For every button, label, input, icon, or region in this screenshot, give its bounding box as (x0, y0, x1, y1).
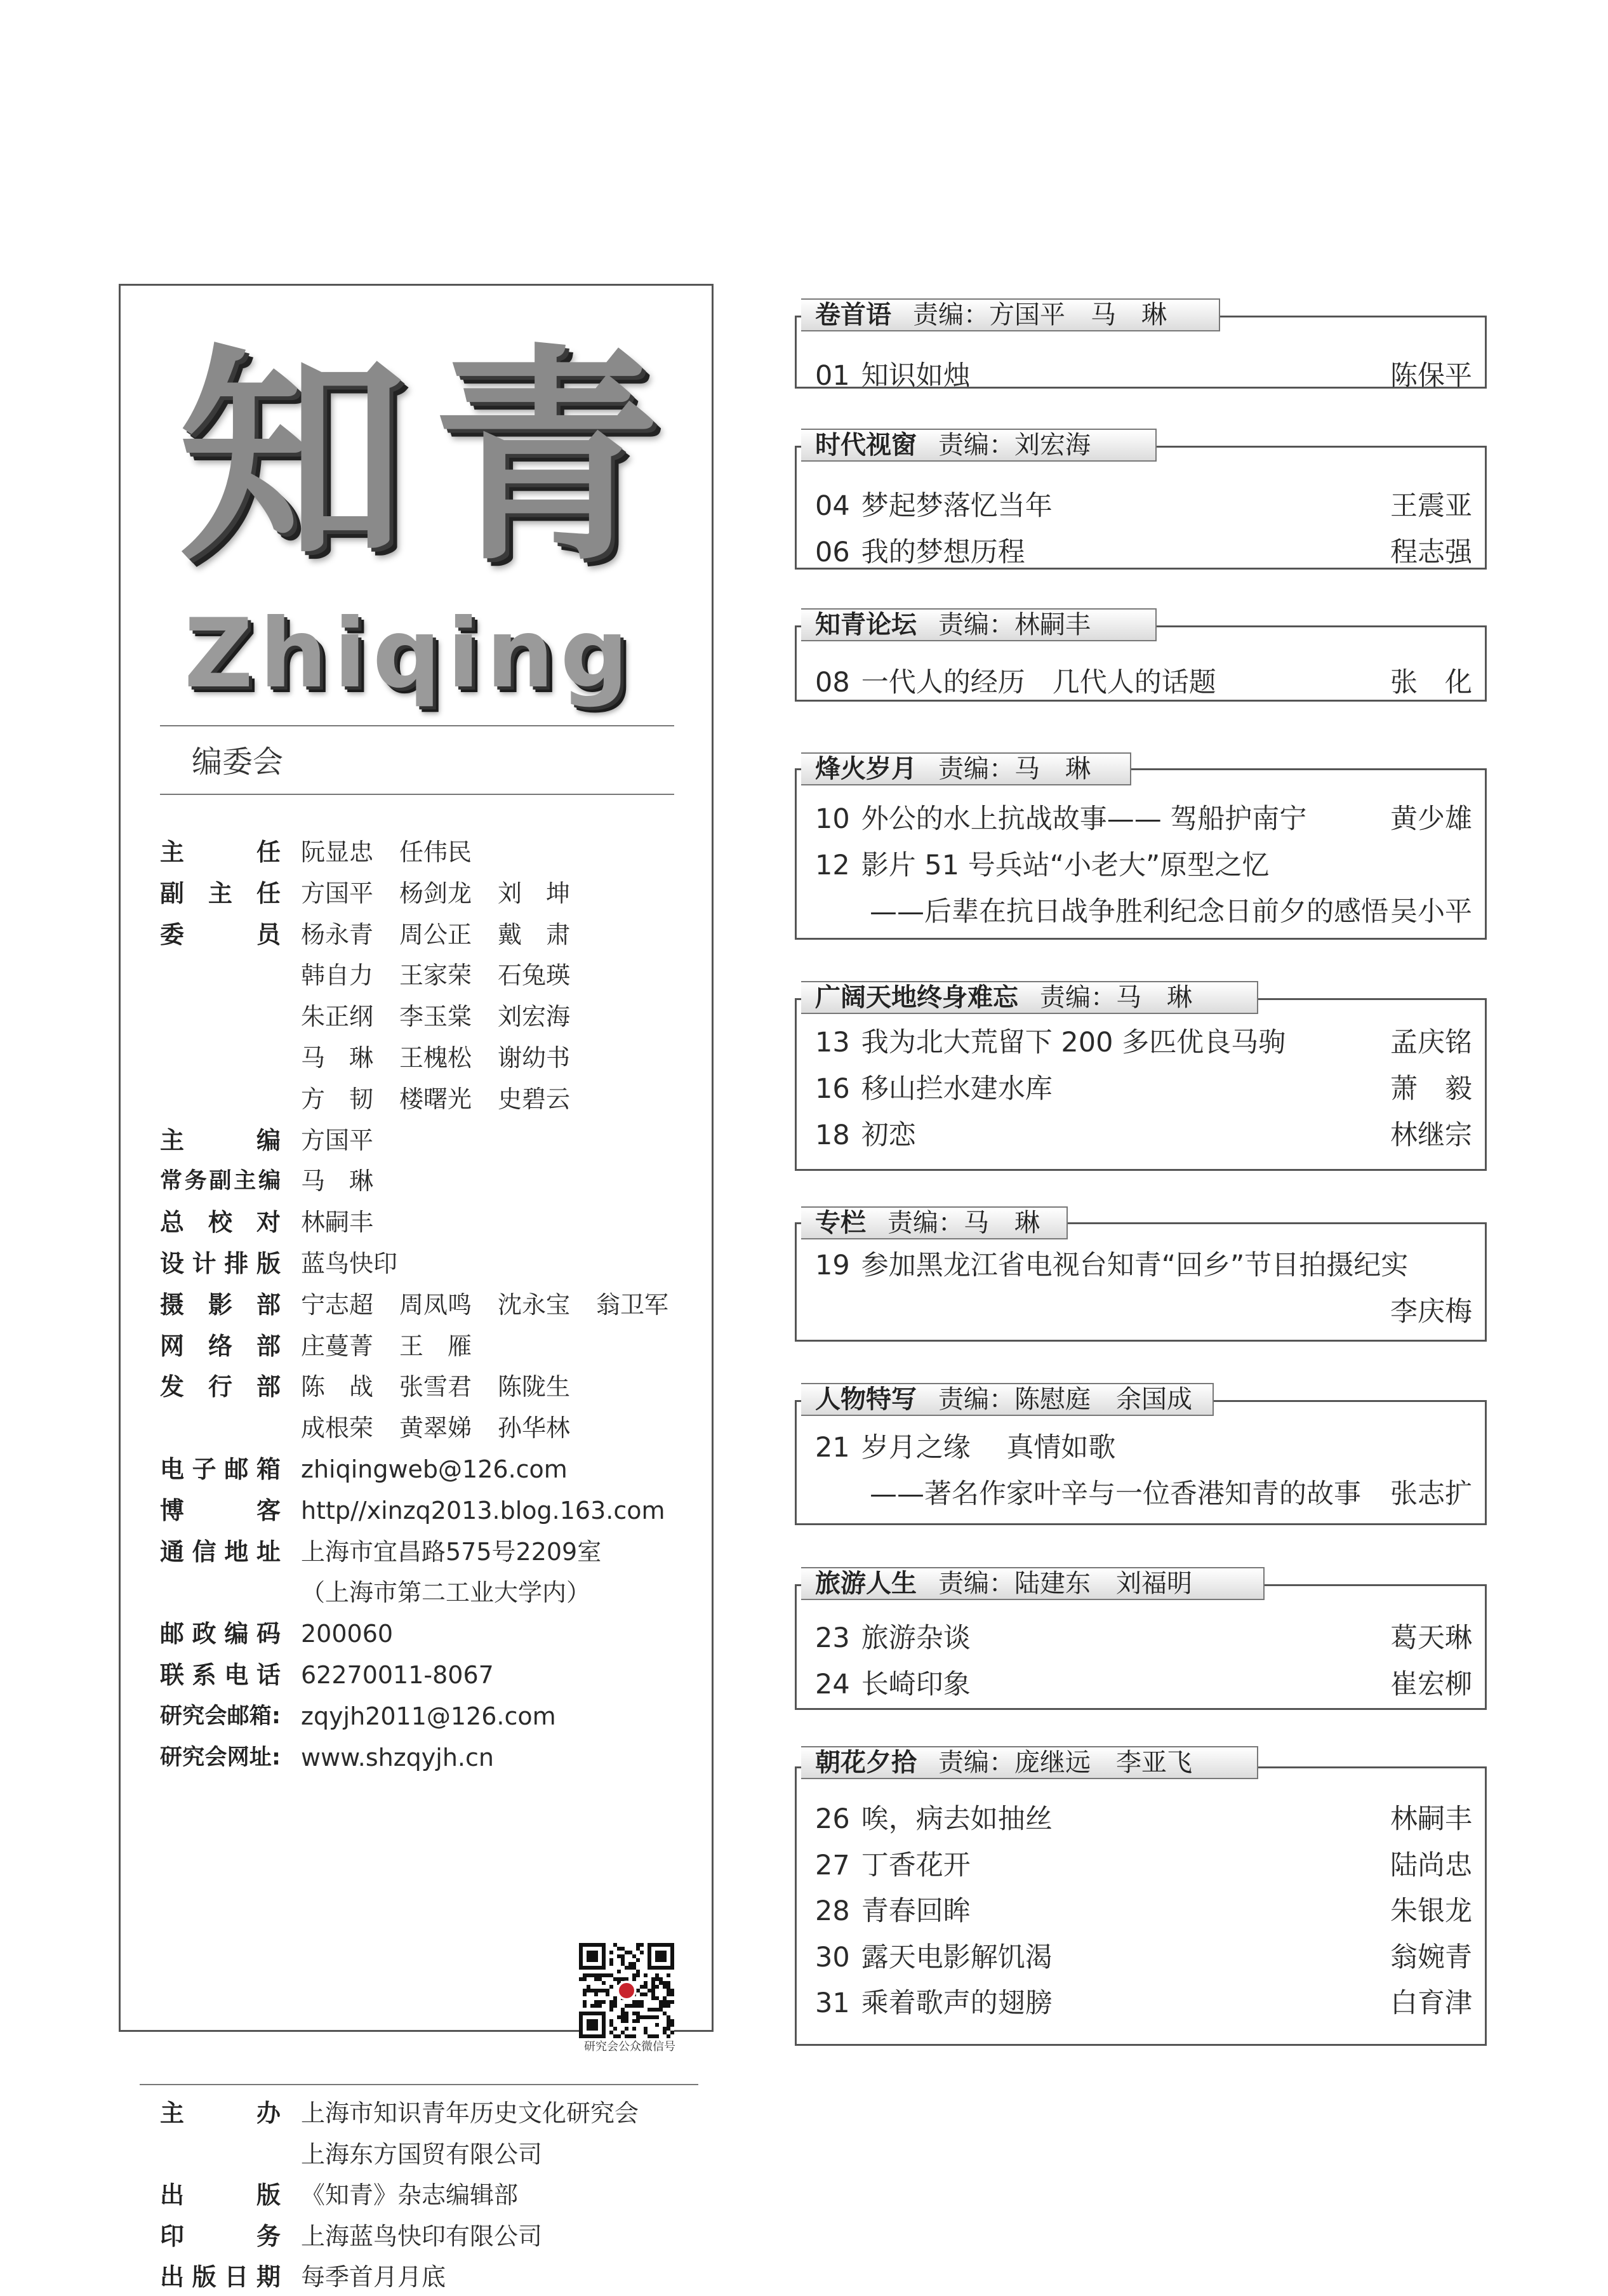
page-number: 16 (815, 1073, 850, 1105)
staff-value (301, 1739, 494, 1777)
section-title: 知青论坛 (815, 610, 917, 639)
article-title-text: 知识如烛 (861, 360, 971, 392)
article-title-text: 丁香花开 (861, 1849, 971, 1881)
staff-label: 研究会网址: (160, 1744, 281, 1770)
staff-label: 副主任 (160, 879, 281, 907)
section-editors: 责编：陈慰庭 余国成 (938, 1385, 1192, 1414)
staff-label: 电子邮箱 (160, 1455, 281, 1483)
article-title-text: 移山拦水建水库 (861, 1073, 1053, 1105)
staff-value (301, 1039, 596, 1077)
staff-label: 网络部 (160, 1332, 281, 1360)
staff-name: 方国平 (301, 879, 374, 907)
article-author: 萧 毅 (1390, 1073, 1472, 1105)
article-author: 林继宗 (1390, 1119, 1472, 1151)
article-author: 崔宏柳 (1390, 1669, 1472, 1700)
staff-value (301, 1368, 596, 1406)
staff-row (160, 1080, 706, 1118)
staff-row (160, 1573, 706, 1612)
article-author: 程志强 (1390, 537, 1472, 568)
staff-name: 谢幼书 (498, 1044, 571, 1072)
staff-name: 石兔瑛 (498, 961, 571, 990)
section-header (801, 608, 1157, 641)
staff-label: 主任 (160, 838, 281, 866)
article-title (815, 1662, 971, 1707)
section-title: 人物特写 (815, 1385, 917, 1414)
staff-value (301, 1286, 694, 1324)
staff-value (301, 1203, 373, 1241)
article-author: 王震亚 (1390, 490, 1472, 522)
staff-label: 联系电话 (160, 1661, 281, 1689)
staff-name: 张雪君 (399, 1373, 472, 1401)
publisher-label: 印务 (160, 2222, 281, 2250)
staff-name: 王 雁 (399, 1332, 472, 1360)
staff-name: 孙华林 (498, 1414, 571, 1443)
article-entry[interactable] (815, 1290, 1472, 1334)
article-title (815, 354, 971, 398)
article-entry[interactable] (815, 1243, 1472, 1288)
staff-name: 杨剑龙 (399, 879, 472, 907)
staff-row (160, 956, 706, 994)
staff-row (160, 998, 706, 1036)
article-entry[interactable] (815, 1113, 1472, 1158)
staff-name: 楼曙光 (399, 1085, 472, 1113)
publisher-name: 《知青》杂志编辑部 (301, 2181, 519, 2209)
staff-label (160, 998, 281, 1036)
page-number: 23 (815, 1622, 850, 1654)
article-author: 李庆梅 (1390, 1296, 1472, 1328)
staff-row (160, 1450, 706, 1488)
article-author: 陆尚忠 (1390, 1849, 1472, 1881)
article-title-text: 我为北大荒留下 200 多匹优良马驹 (861, 1027, 1286, 1058)
staff-row (160, 1039, 706, 1077)
article-title (815, 1067, 1053, 1111)
article-title (815, 1020, 1286, 1065)
publisher-value (301, 2094, 639, 2132)
article-author: 朱银龙 (1390, 1895, 1472, 1927)
staff-name: 马 琳 (301, 1044, 374, 1072)
publisher-label: 出版日期 (160, 2263, 281, 2291)
staff-row (160, 1368, 706, 1406)
staff-label (160, 1039, 281, 1077)
staff-name: 李玉棠 (399, 1003, 472, 1031)
qr-code-icon (579, 1943, 674, 2038)
staff-name: 200060 (301, 1620, 394, 1648)
staff-row (160, 1162, 706, 1200)
staff-name: 成根荣 (301, 1414, 374, 1443)
section-header (801, 752, 1131, 785)
article-entry[interactable] (815, 1472, 1472, 1516)
staff-row (160, 833, 706, 871)
staff-value (301, 1245, 397, 1283)
staff-row (160, 1203, 706, 1241)
staff-name: 王家荣 (399, 961, 472, 990)
section-header (801, 298, 1220, 331)
publisher-label: 出版 (160, 2181, 281, 2209)
publisher-row (160, 2217, 706, 2255)
staff-label: 摄影部 (160, 1290, 281, 1319)
qr-caption: 研究会公众微信号 (584, 2040, 675, 2053)
article-entry[interactable] (815, 1935, 1472, 1980)
staff-value (301, 1409, 596, 1447)
editorial-board-title: 编委会 (192, 744, 284, 780)
article-author: 黄少雄 (1390, 803, 1472, 835)
staff-label: 设计排版 (160, 1250, 281, 1278)
article-entry[interactable] (815, 1662, 1472, 1707)
article-title (815, 1425, 1115, 1470)
staff-value (301, 833, 498, 871)
section-editors: 责编：林嗣丰 (938, 610, 1091, 639)
article-author: 葛天琳 (1390, 1622, 1472, 1654)
section-title: 广阔天地终身难忘 (815, 983, 1018, 1012)
publisher-value (301, 2217, 542, 2255)
article-title-text: 旅游杂谈 (861, 1622, 971, 1654)
article-author: 孟庆铭 (1390, 1027, 1472, 1058)
staff-name: 黄翠娣 (399, 1414, 472, 1443)
article-title (815, 1472, 1361, 1516)
staff-label: 发行部 (160, 1373, 281, 1401)
page-number: 31 (815, 1987, 850, 2019)
section-title: 朝花夕拾 (815, 1748, 917, 1777)
staff-row (160, 1286, 706, 1324)
article-author: 翁婉青 (1390, 1941, 1472, 1973)
article-entry[interactable] (815, 484, 1472, 528)
section-title: 烽火岁月 (815, 754, 917, 784)
section-editors: 责编：庞继远 李亚飞 (938, 1748, 1192, 1777)
staff-row (160, 1121, 706, 1159)
section-editors: 责编：陆建东 刘福明 (938, 1569, 1192, 1598)
section-header (801, 1206, 1068, 1239)
article-title-text: 青春回眸 (861, 1895, 971, 1927)
staff-label (160, 1080, 281, 1118)
publisher-label: 主办 (160, 2099, 281, 2127)
publisher-value (301, 2176, 518, 2214)
article-title-text: 外公的水上抗战故事—— 驾船护南宁 (861, 803, 1307, 835)
page-number: 19 (815, 1250, 850, 1281)
staff-name: 朱正纲 (301, 1003, 374, 1031)
article-entry[interactable] (815, 843, 1472, 888)
section-title: 旅游人生 (815, 1569, 917, 1598)
article-title-text: 露天电影解饥渴 (861, 1941, 1053, 1973)
article-author: 张 化 (1390, 667, 1472, 698)
article-entry[interactable] (815, 1020, 1472, 1065)
article-entry[interactable] (815, 797, 1472, 841)
staff-name[interactable]: zqyjh2011@126.com (301, 1702, 556, 1730)
page-number: 10 (815, 803, 850, 835)
section-header (801, 429, 1157, 462)
staff-name: 任伟民 (399, 838, 472, 866)
publisher-label (160, 2135, 281, 2173)
article-title-text: 岁月之缘 真情如歌 (861, 1432, 1116, 1464)
section-editors: 责编：马 琳 (1040, 983, 1192, 1012)
page-number: 30 (815, 1941, 850, 1973)
staff-value (301, 1697, 556, 1735)
staff-value (301, 1533, 601, 1571)
publisher-name: 上海市知识青年历史文化研究会 (301, 2099, 639, 2127)
staff-name: 周公正 (399, 920, 472, 949)
article-title-text: 参加黑龙江省电视台知青“回乡”节目拍摄纪实 (861, 1250, 1409, 1281)
staff-label (160, 1573, 281, 1612)
staff-row (160, 916, 706, 954)
publisher-value (301, 2258, 446, 2296)
page-number: 08 (815, 667, 850, 698)
article-author: 吴小平 (1390, 896, 1472, 928)
staff-name: 宁志超 (301, 1290, 374, 1319)
article-entry[interactable] (815, 1843, 1472, 1888)
staff-row (160, 1697, 706, 1735)
page-number: 04 (815, 490, 850, 522)
page-number: 12 (815, 850, 850, 881)
staff-value (301, 1450, 568, 1488)
article-entry[interactable] (815, 890, 1472, 934)
staff-label: 总校对 (160, 1208, 281, 1237)
divider (160, 794, 674, 795)
staff-name: 方国平 (301, 1126, 374, 1154)
staff-name: 史碧云 (498, 1085, 571, 1113)
article-title (815, 484, 1053, 528)
section-title: 时代视窗 (815, 431, 917, 460)
staff-value (301, 1121, 373, 1159)
section-title: 卷首语 (815, 300, 891, 330)
staff-name[interactable]: http//xinzq2013.blog.163.com (301, 1496, 665, 1525)
staff-row (160, 1533, 706, 1571)
staff-name: 上海市宜昌路575号2209室 (301, 1537, 602, 1566)
staff-label: 常务副主编 (160, 1168, 281, 1194)
staff-name[interactable]: zhiqingweb@126.com (301, 1455, 568, 1483)
section-title: 专栏 (815, 1208, 866, 1238)
page-number: 01 (815, 360, 850, 392)
staff-value (301, 916, 596, 954)
article-entry[interactable] (815, 354, 1472, 398)
section-editors: 责编：马 琳 (887, 1208, 1040, 1238)
divider (140, 2084, 698, 2085)
article-title-text: 唉，病去如抽丝 (861, 1803, 1053, 1835)
page-number: 27 (815, 1849, 850, 1881)
page-number: 26 (815, 1803, 850, 1835)
article-title-text: 梦起梦落忆当年 (861, 490, 1053, 522)
article-title (815, 890, 1388, 934)
staff-value (301, 1327, 498, 1365)
staff-label: 邮政编码 (160, 1620, 281, 1648)
article-title (815, 1797, 1053, 1841)
staff-name: 陈陇生 (498, 1373, 571, 1401)
staff-row (160, 1327, 706, 1365)
section-header (801, 981, 1258, 1014)
article-entry[interactable] (815, 1616, 1472, 1660)
publisher-value (301, 2135, 542, 2173)
publisher-row (160, 2176, 706, 2214)
staff-label: 研究会邮箱: (160, 1703, 281, 1729)
article-title-text: 我的梦想历程 (861, 537, 1025, 568)
staff-value (301, 1573, 590, 1612)
staff-row (160, 1656, 706, 1694)
staff-name: 王槐松 (399, 1044, 472, 1072)
staff-name: 沈永宝 (498, 1290, 571, 1319)
staff-value (301, 874, 596, 912)
article-entry[interactable] (815, 1889, 1472, 1933)
article-title-text: 初恋 (861, 1119, 916, 1151)
staff-row (160, 874, 706, 912)
page-number: 06 (815, 537, 850, 568)
article-author: 白育津 (1390, 1987, 1472, 2019)
staff-value (301, 998, 596, 1036)
section-editors: 责编：刘宏海 (938, 431, 1091, 460)
staff-name: 林嗣丰 (301, 1208, 374, 1237)
article-title (815, 530, 1025, 575)
article-entry[interactable] (815, 1797, 1472, 1841)
article-title (815, 660, 1216, 705)
staff-value (301, 1492, 665, 1530)
staff-name[interactable]: www.shzqyjh.cn (301, 1743, 494, 1772)
staff-name: 62270011-8067 (301, 1661, 494, 1689)
article-author: 陈保平 (1390, 360, 1472, 392)
article-entry[interactable] (815, 1425, 1472, 1470)
staff-name: 翁卫军 (596, 1290, 669, 1319)
article-entry[interactable] (815, 530, 1472, 575)
publisher-name: 上海东方国贸有限公司 (301, 2140, 543, 2168)
article-title-text: 长崎印象 (861, 1669, 971, 1700)
article-title-text: 一代人的经历 几代人的话题 (861, 667, 1216, 698)
page-number: 21 (815, 1432, 850, 1464)
article-title (815, 1935, 1053, 1980)
article-title (815, 1616, 971, 1660)
publisher-row (160, 2135, 706, 2173)
article-title (815, 1889, 971, 1933)
staff-value (301, 1656, 494, 1694)
article-title (815, 843, 1269, 888)
staff-label (160, 1409, 281, 1447)
staff-name: （上海市第二工业大学内） (301, 1578, 591, 1607)
staff-label: 博客 (160, 1496, 281, 1525)
article-entry[interactable] (815, 1981, 1472, 2026)
staff-name: 马 琳 (301, 1167, 374, 1196)
section-header (801, 1383, 1214, 1416)
article-author: 林嗣丰 (1390, 1803, 1472, 1835)
staff-label: 主编 (160, 1126, 281, 1154)
staff-name: 韩自力 (301, 961, 374, 990)
staff-name: 戴 肃 (498, 920, 571, 949)
article-entry[interactable] (815, 1067, 1472, 1111)
article-entry[interactable] (815, 660, 1472, 705)
page-number: 13 (815, 1027, 850, 1058)
staff-name: 陈 战 (301, 1373, 374, 1401)
article-title-text: ——后辈在抗日战争胜利纪念日前夕的感悟 (815, 896, 1388, 928)
article-title (815, 1981, 1053, 2026)
magazine-logo-english: Zhiqing (184, 599, 635, 709)
staff-label: 通信地址 (160, 1537, 281, 1566)
article-title (815, 1243, 1408, 1288)
article-author: 张志扩 (1390, 1478, 1472, 1510)
staff-label: 委员 (160, 920, 281, 949)
page-number: 28 (815, 1895, 850, 1927)
staff-row (160, 1739, 706, 1777)
staff-value (301, 1615, 393, 1653)
article-title (815, 1843, 971, 1888)
article-title (815, 1113, 916, 1158)
staff-name: 刘宏海 (498, 1003, 571, 1031)
page-number: 18 (815, 1119, 850, 1151)
publisher-name: 每季首月月底 (301, 2263, 446, 2291)
magazine-logo-chinese: 知青 (178, 323, 686, 591)
staff-name: 周凤鸣 (399, 1290, 472, 1319)
staff-value (301, 1080, 596, 1118)
article-title-text: 乘着歌声的翅膀 (861, 1987, 1053, 2019)
staff-name: 阮显忠 (301, 838, 374, 866)
publisher-row (160, 2258, 706, 2296)
staff-name: 方 韧 (301, 1085, 374, 1113)
staff-row (160, 1245, 706, 1283)
staff-label (160, 956, 281, 994)
staff-name: 杨永青 (301, 920, 374, 949)
masthead-panel (119, 284, 714, 2291)
section-editors: 责编：方国平 马 琳 (913, 300, 1167, 330)
staff-row (160, 1409, 706, 1447)
staff-name: 刘 坤 (498, 879, 571, 907)
staff-name: 庄蔓菁 (301, 1332, 374, 1360)
page-number: 24 (815, 1669, 850, 1700)
staff-row (160, 1492, 706, 1530)
staff-row (160, 1615, 706, 1653)
staff-value (301, 1162, 373, 1200)
publisher-name: 上海蓝鸟快印有限公司 (301, 2222, 543, 2250)
divider (160, 725, 674, 726)
section-header (801, 1567, 1265, 1600)
section-editors: 责编：马 琳 (938, 754, 1091, 784)
publisher-row (160, 2094, 706, 2132)
staff-value (301, 956, 596, 994)
staff-name: 蓝鸟快印 (301, 1250, 398, 1278)
article-title-text: ——著名作家叶辛与一位香港知青的故事 (815, 1478, 1361, 1510)
section-header (801, 1746, 1258, 1779)
article-title-text: 影片 51 号兵站“小老大”原型之忆 (861, 850, 1270, 881)
article-title (815, 797, 1306, 841)
